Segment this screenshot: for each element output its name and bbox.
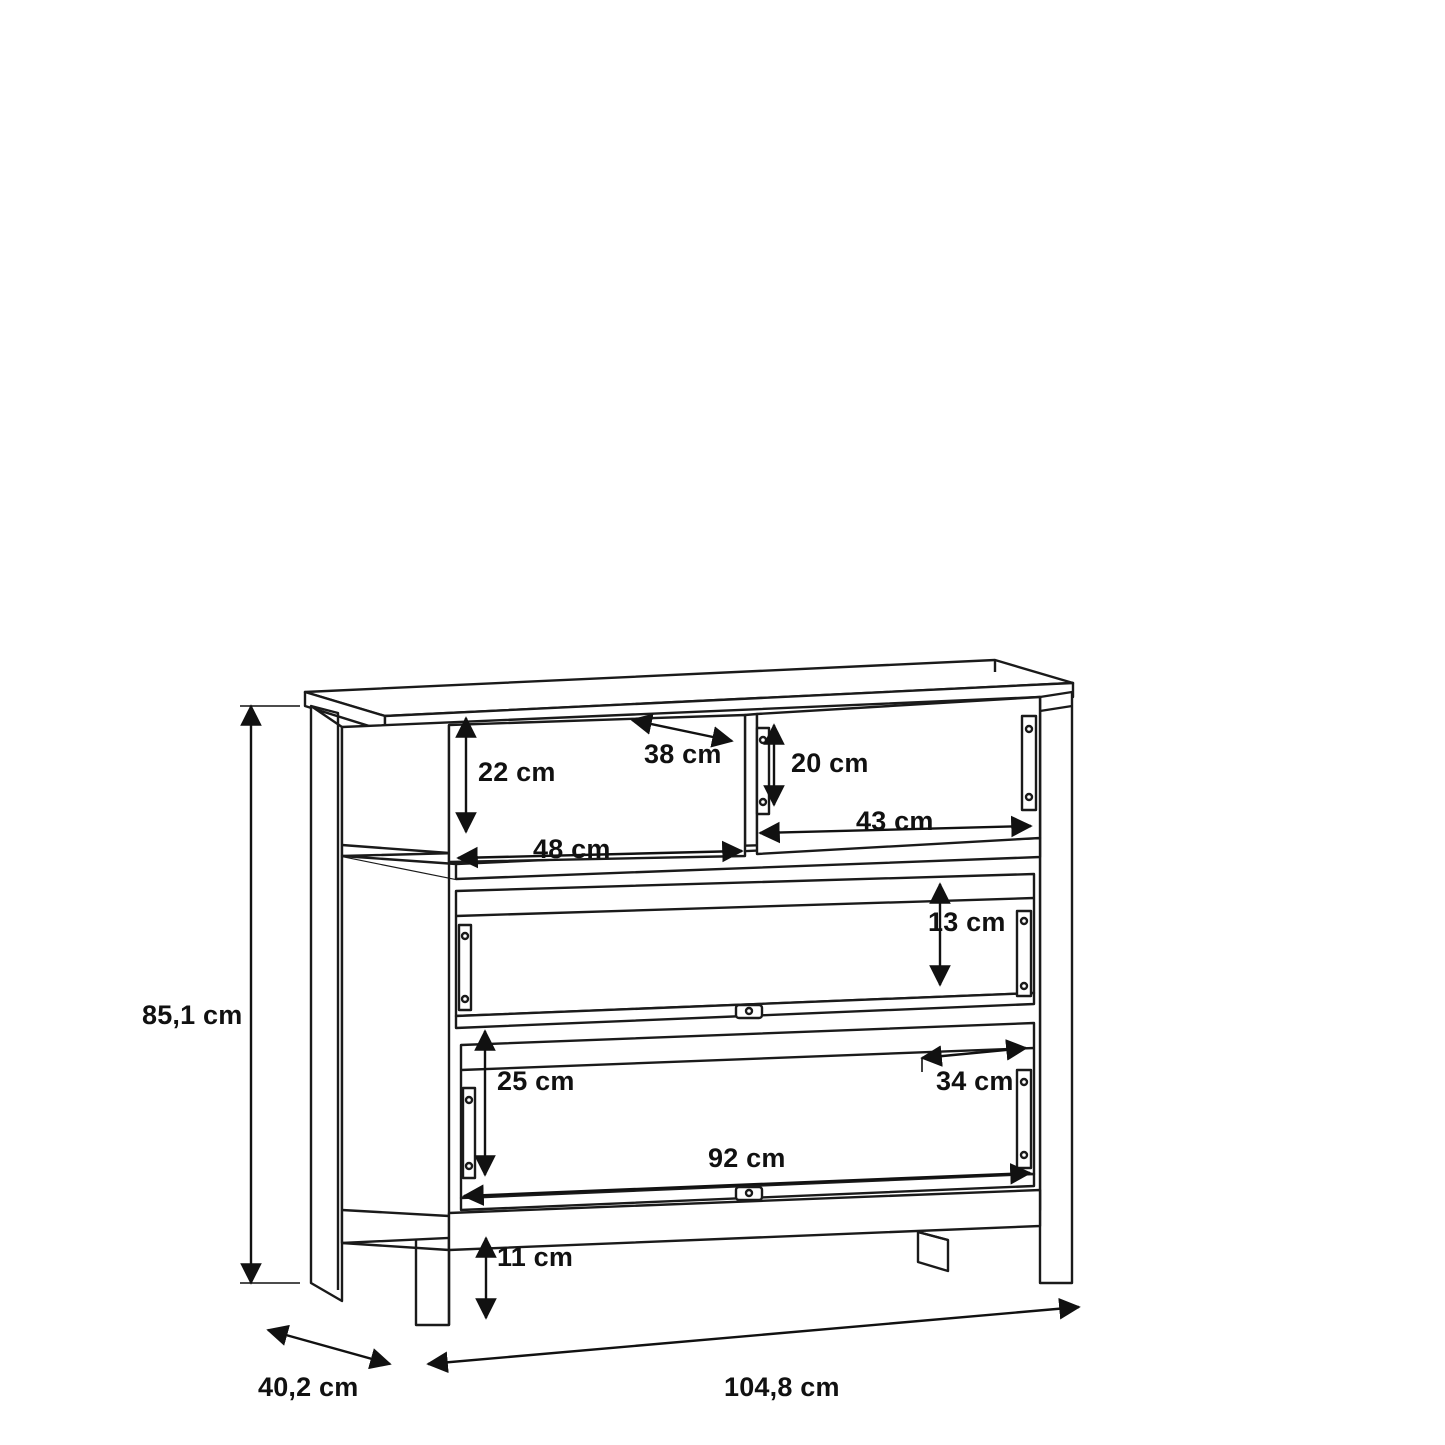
dim-label-overall-width: 104,8 cm — [724, 1372, 840, 1402]
dim-label-top-depth: 38 cm — [644, 739, 722, 769]
top-compartment-divider — [745, 714, 757, 856]
dim-label-bottom-drawer-depth: 34 cm — [936, 1066, 1014, 1096]
dim-label-top-right-width: 43 cm — [856, 806, 934, 836]
dim-overall-height — [240, 706, 300, 1283]
dim-label-middle-drawer-height: 13 cm — [928, 907, 1006, 937]
dim-overall-depth — [268, 1330, 390, 1364]
dim-label-top-right-height: 20 cm — [791, 748, 869, 778]
dim-overall-width — [428, 1307, 1079, 1364]
leg-front-right — [1040, 692, 1072, 1283]
dim-label-top-left-width: 48 cm — [533, 834, 611, 864]
leg-rear-left — [311, 706, 342, 1301]
dim-label-overall-height: 85,1 cm — [142, 1000, 243, 1030]
middle-drawer — [456, 874, 1034, 1028]
dim-label-top-left-height: 22 cm — [478, 757, 556, 787]
dim-label-overall-depth: 40,2 cm — [258, 1372, 359, 1402]
bottom-drawer — [461, 1023, 1034, 1210]
dim-label-bottom-drawer-width: 92 cm — [708, 1143, 786, 1173]
dim-label-floor-clearance: 11 cm — [497, 1242, 574, 1272]
leg-rear-right — [918, 1232, 948, 1271]
dim-label-bottom-drawer-height: 25 cm — [497, 1066, 575, 1096]
